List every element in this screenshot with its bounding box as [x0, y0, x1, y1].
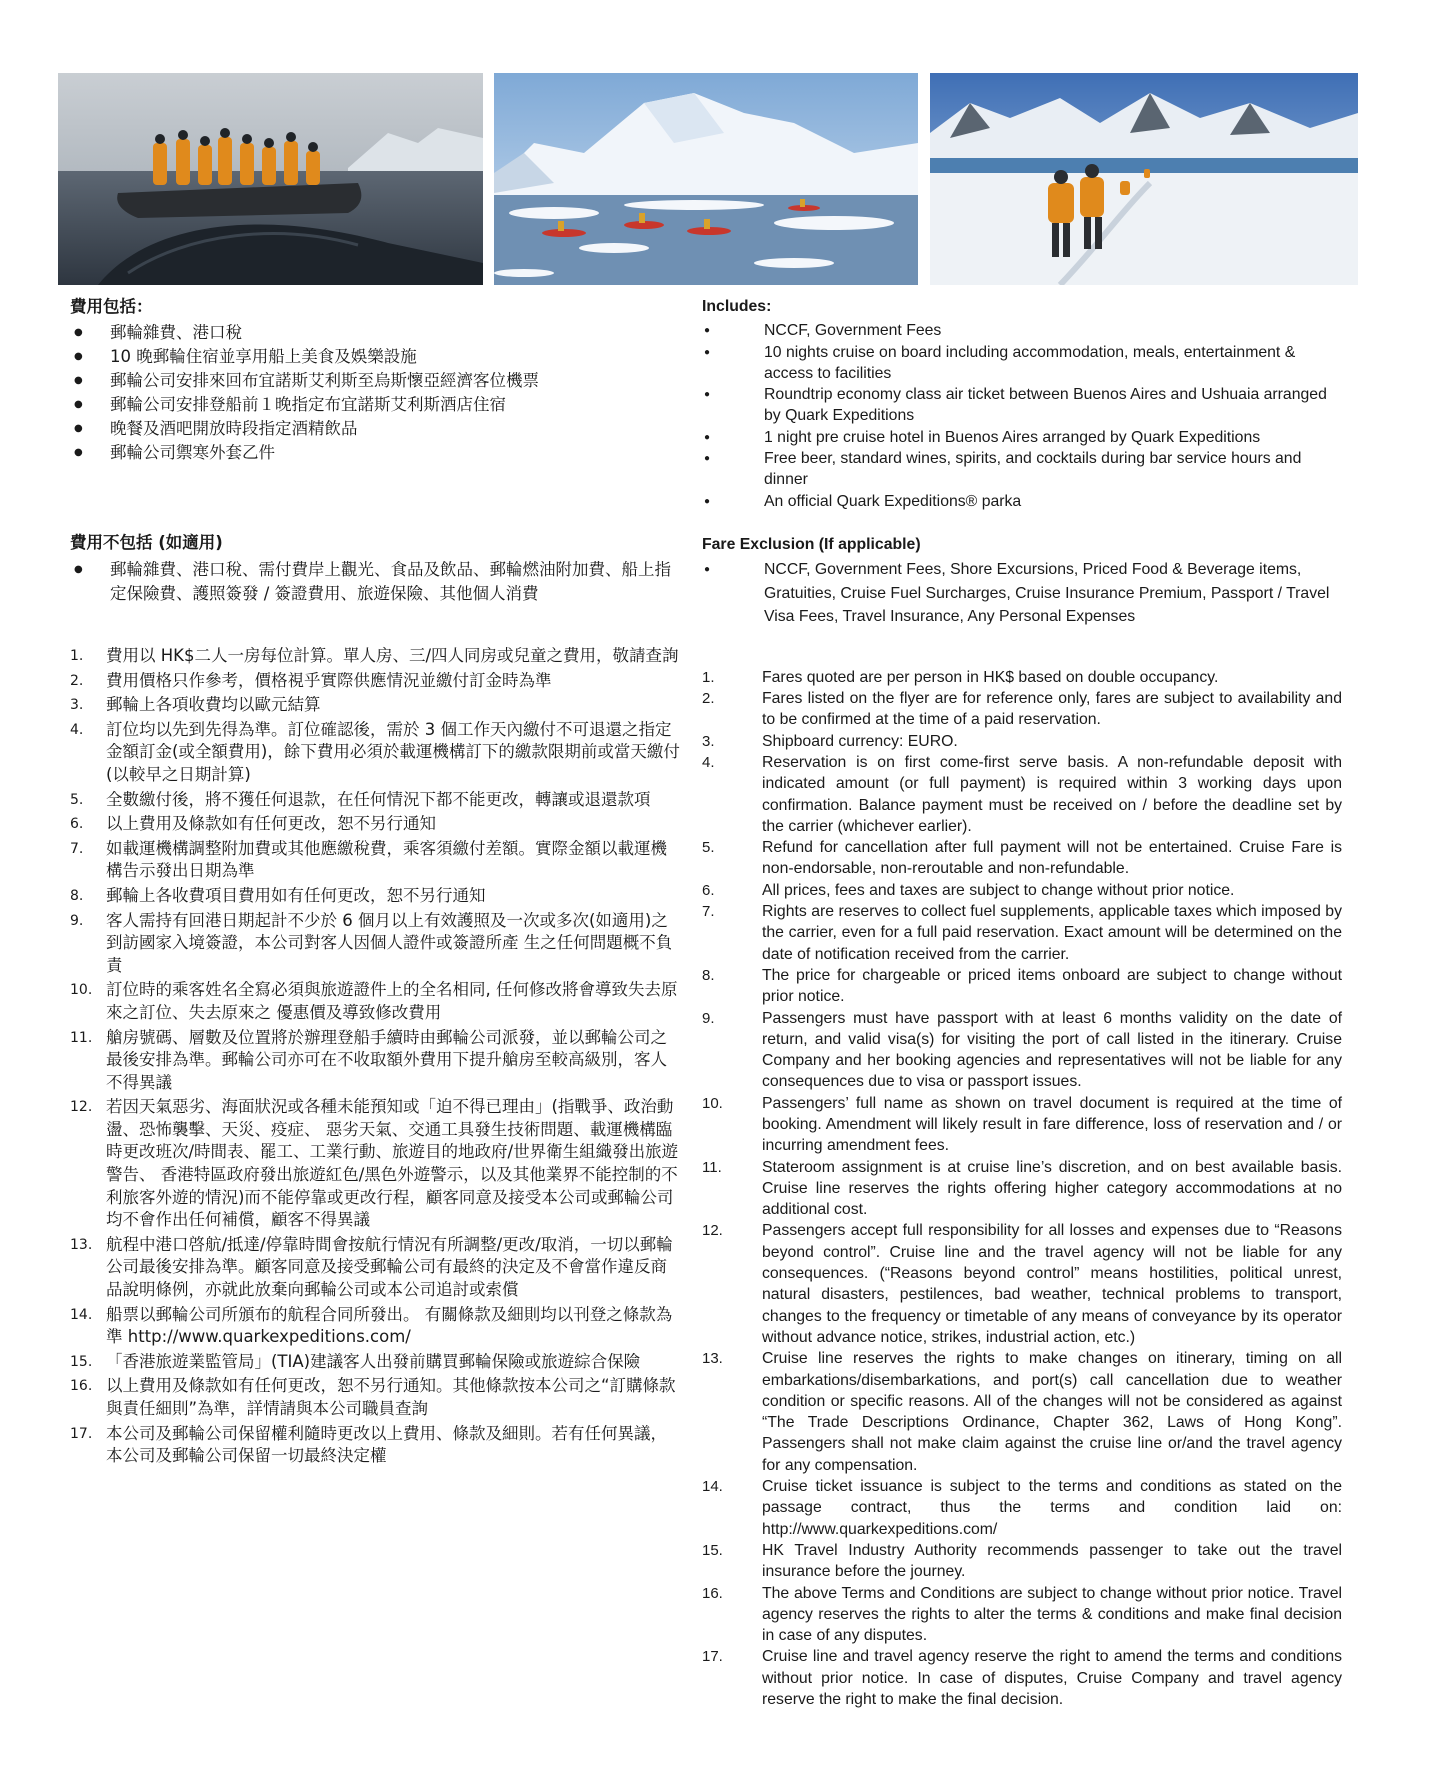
term-number: 3.: [70, 697, 84, 714]
term-item: [70, 1351, 682, 1374]
list-item: ● 10 nights cruise on board including accommodation, meals, entertainment & access to facilities: [702, 342, 1342, 385]
term-text: Cruise line reserves the rights to make changes on itinerary, timing on all embarkations/disembarkations, and port(s) call cancellation due to weather condition or specific reasons. All of the changes will not be considered as against “The Trade Descriptions Ordinance, Chapter 362, Laws of Hong Kong”. Passengers shall not make claim against the cruise line or/and the travel agency for any compensation.: [762, 1350, 1342, 1474]
term-text: 郵輪上各項收費均以歐元結算: [106, 695, 321, 715]
en-includes-title: Includes:: [702, 298, 772, 315]
term-number: 1.: [702, 668, 715, 686]
term-text: 費用以 HK$二人一房每位計算。單人房、三/四人同房或兒童之費用，敬請查詢: [106, 646, 679, 665]
term-item: [70, 910, 682, 978]
en-exclusion-title: Fare Exclusion (If applicable): [702, 535, 921, 553]
term-number: 12.: [702, 1222, 723, 1240]
en-includes-list: [702, 320, 1342, 512]
term-item: [702, 731, 1342, 752]
term-number: 16.: [70, 1378, 93, 1395]
term-number: 9.: [702, 1009, 715, 1027]
term-item: [702, 901, 1342, 965]
term-text: Refund for cancellation after full payment will not be entertained. Cruise Fare is non-endorsable, non-reroutable and non-refundable.: [762, 839, 1342, 878]
term-text: Fares listed on the flyer are for reference only, fares are subject to availability and to be confirmed at the time of a paid reservation.: [762, 690, 1342, 729]
term-item: [70, 670, 682, 693]
term-text: 客人需持有回港日期起計不少於 6 個月以上有效護照及一次或多次(如適用)之到訪國家入境簽證，本公司對客人因個人證件或簽證所產 生之任何問題概不負責: [106, 910, 673, 975]
photo-strip: [58, 73, 1358, 285]
term-item: [702, 1157, 1342, 1221]
term-number: 3.: [702, 732, 715, 750]
term-text: Reservation is on first come-first serve basis. A non-refundable deposit with indicated amount (or full payment) is required within 3 working days upon confirmation. Balance payment must be received on / before the deadline set by the carrier (whichever earlier).: [762, 753, 1342, 835]
term-number: 11.: [70, 1029, 93, 1046]
list-item: ● 1 night pre cruise hotel in Buenos Aires arranged by Quark Expeditions: [702, 427, 1342, 448]
term-item: [702, 1540, 1342, 1583]
term-text: The price for chargeable or priced items onboard are subject to change without prior notice.: [762, 966, 1342, 1006]
term-item: [70, 719, 682, 787]
kayaking-photo: [494, 73, 918, 285]
term-number: 11.: [702, 1158, 722, 1176]
term-item: [702, 1476, 1342, 1540]
term-text: Stateroom assignment is at cruise line’s discretion, and on best available basis. Cruise line reserves the rights offering higher category accommodations at no additional cost.: [762, 1158, 1342, 1219]
term-number: 16.: [702, 1584, 723, 1602]
term-text: 以上費用及條款如有任何更改，恕不另行通知: [106, 814, 436, 834]
term-text: 訂位時的乘客姓名全寫必須與旅遊證件上的全名相同, 任何修改將會導致失去原來之訂位、失去原來之 優惠價及導致修改費用: [106, 980, 678, 1022]
term-text: Passengers accept full responsibility for all losses and expenses due to “Reasons beyond control”. Cruise line and the travel agency will not be liable for any consequences. (“Reasons beyond control” means hostilities, political unrest, natural disasters, pestilences, bad weather, technical problems to transport, changes to the frequency or timetable of any means of conveyance by its operator without advance notice, strikes, industrial action, etc.): [762, 1222, 1342, 1346]
term-item: [702, 837, 1342, 880]
term-text: Cruise ticket issuance is subject to the terms and conditions as stated on the passage contract, thus the terms and condition laid on: http://www.quarkexpeditions.com/: [762, 1478, 1342, 1538]
term-number: 10.: [70, 982, 93, 999]
term-item: [702, 752, 1342, 837]
term-number: 15.: [702, 1541, 723, 1559]
term-number: 5.: [70, 791, 84, 808]
term-item: [70, 1234, 682, 1302]
zh-exclusions-list: [70, 558, 682, 605]
term-text: 如載運機構調整附加費或其他應繳稅費，乘客須繳付差額。實際金額以載運機構告示發出日期為準: [106, 838, 667, 881]
term-item: [702, 1348, 1342, 1476]
term-item: [702, 1093, 1342, 1157]
term-text: 本公司及郵輪公司保留權利隨時更改以上費用、條款及細則。若有任何異議，本公司及郵輪公司保留一切最終決定權: [106, 1423, 667, 1466]
term-text: Shipboard currency: EURO.: [762, 732, 958, 750]
term-item: [70, 813, 682, 836]
term-item: [70, 789, 682, 812]
list-item: ● 晚餐及酒吧開放時段指定酒精飲品: [70, 418, 682, 440]
term-number: 9.: [70, 912, 84, 929]
en-terms-list: [702, 667, 1342, 1711]
term-item: [70, 1375, 682, 1420]
term-number: 2.: [70, 672, 84, 689]
term-text: 艙房號碼、層數及位置將於辦理登船手續時由郵輪公司派發，並以郵輪公司之最後安排為準。郵輪公司亦可在不收取額外費用下提升艙房至較高級別，客人不得異議: [106, 1027, 667, 1092]
list-item: ● Free beer, standard wines, spirits, and cocktails during bar service hours and dinner: [702, 448, 1342, 491]
zh-terms-list: [70, 645, 682, 1468]
term-text: All prices, fees and taxes are subject to change without prior notice.: [762, 881, 1235, 899]
term-number: 13.: [70, 1236, 93, 1253]
list-item: ● An official Quark Expeditions® parka: [702, 491, 1342, 512]
list-item: ● 郵輪公司安排登船前１晚指定布宜諾斯艾利斯酒店住宿: [70, 394, 682, 416]
term-item: [70, 885, 682, 908]
term-number: 7.: [702, 903, 715, 921]
term-text: 費用價格只作參考，價格視乎實際供應情況並繳付訂金時為準: [106, 670, 552, 690]
en-exclusions-list: [702, 558, 1342, 629]
term-text: Fares quoted are per person in HK$ based on double occupancy.: [762, 668, 1219, 686]
term-text: 郵輪上各收費項目費用如有任何更改，恕不另行通知: [106, 885, 486, 905]
term-number: 12.: [70, 1099, 93, 1116]
term-item: [70, 979, 682, 1024]
term-text: Cruise line and travel agency reserve the right to amend the terms and conditions without prior notice. In case of disputes, Cruise Company and travel agency reserve the right to make the final decision.: [762, 1648, 1342, 1709]
term-item: [702, 880, 1342, 901]
list-item: ● 郵輪公司禦寒外套乙件: [70, 442, 682, 464]
term-number: 14.: [70, 1306, 93, 1323]
term-text: 航程中港口啓航/抵達/停靠時間會按航行情況有所調整/更改/取消，一切以郵輪公司最後安排為準。顧客同意及接受郵輪公司有最終的決定及不會當作違反商品說明條例，亦就此放棄向郵輪公司或本公司追討或索償: [106, 1234, 673, 1300]
term-text: 「香港旅遊業監管局」(TIA)建議客人出發前購買郵輪保險或旅遊綜合保險: [106, 1351, 641, 1371]
term-number: 4.: [702, 753, 715, 771]
term-item: [70, 1304, 682, 1349]
term-number: 6.: [70, 816, 84, 833]
term-item: [702, 1220, 1342, 1348]
list-item: ● 10 晚郵輪住宿並享用船上美食及娛樂設施: [70, 346, 682, 368]
term-item: [70, 694, 682, 717]
term-text: Passengers’ full name as shown on travel document is required at the time of booking. Amendment will likely result in fare difference, loss of reservation and / or incurring amendment fees.: [762, 1094, 1342, 1155]
list-item: ● 郵輪公司安排來回布宜諾斯艾利斯至烏斯懷亞經濟客位機票: [70, 370, 682, 392]
whale-zodiac-photo: [58, 73, 483, 285]
term-item: [70, 645, 682, 668]
term-item: [70, 1096, 682, 1232]
term-text: 訂位均以先到先得為準。訂位確認後，需於 3 個工作天內繳付不可退還之指定金額訂金(或全額費用)，餘下費用必須於載運機構訂下的繳款限期前或當天繳付(以較早之日期計算): [106, 719, 680, 784]
term-item: [70, 1423, 682, 1468]
list-item: ● NCCF, Government Fees, Shore Excursions, Priced Food & Beverage items, Gratuities, Cruise Fuel Surcharges, Cruise Insurance Premium, Passport / Travel Visa Fees, Travel Insurance, Any Personal Expenses: [702, 558, 1342, 629]
term-number: 6.: [702, 881, 715, 899]
term-item: [702, 688, 1342, 731]
term-item: [702, 1008, 1342, 1093]
term-number: 14.: [702, 1478, 723, 1496]
term-number: 10.: [702, 1094, 723, 1112]
list-item: ● 郵輪雜費、港口稅: [70, 322, 682, 344]
term-text: HK Travel Industry Authority recommends passenger to take out the travel insurance before the journey.: [762, 1541, 1342, 1581]
snow-hiking-photo: [930, 73, 1358, 285]
term-number: 8.: [70, 887, 84, 904]
term-item: [70, 838, 682, 883]
term-number: 7.: [70, 840, 84, 857]
term-number: 4.: [70, 721, 84, 738]
zh-exclusion-title: 費用不包括 (如適用): [70, 533, 223, 552]
zh-includes-title: 費用包括：: [70, 297, 153, 316]
term-text: 全數繳付後，將不獲任何退款，在任何情況下都不能更改，轉讓或退還款項: [106, 789, 651, 809]
term-number: 2.: [702, 690, 715, 708]
term-text: 以上費用及條款如有任何更改，恕不另行通知。其他條款按本公司之“訂購條款與責任細則”為準，詳情請與本公司職員查詢: [106, 1376, 676, 1418]
list-item: ● 郵輪雜費、港口稅、需付費岸上觀光、食品及飲品、郵輪燃油附加費、船上指定保險費、護照簽發 / 簽證費用、旅遊保險、其他個人消費: [70, 558, 682, 605]
term-text: 船票以郵輪公司所頒布的航程合同所發出。 有關條款及細則均以刊登之條款為準 http://www.quarkexpeditions.com/: [106, 1304, 673, 1347]
term-item: [702, 667, 1342, 688]
list-item: ● NCCF, Government Fees: [702, 320, 1342, 341]
term-item: [702, 1583, 1342, 1647]
list-item: ● Roundtrip economy class air ticket between Buenos Aires and Ushuaia arranged by Quark Expeditions: [702, 384, 1342, 427]
english-column: [702, 296, 1342, 1710]
zh-includes-list: [70, 322, 682, 464]
term-number: 13.: [702, 1350, 723, 1368]
term-number: 1.: [70, 648, 84, 664]
term-number: 17.: [702, 1648, 723, 1666]
term-text: The above Terms and Conditions are subject to change without prior notice. Travel agency reserves the rights to alter the terms & conditions and make final decision in case of any disputes.: [762, 1584, 1342, 1645]
term-item: [70, 1027, 682, 1095]
term-number: 8.: [702, 966, 715, 984]
term-number: 15.: [70, 1353, 93, 1370]
term-text: Passengers must have passport with at least 6 months validity on the date of return, and valid visa(s) for visiting the port of call listed in the itinerary. Cruise Company and her booking agencies and representatives will not be liable for any consequences due to visa or passport issues.: [762, 1009, 1342, 1091]
term-text: Rights are reserves to collect fuel supplements, applicable taxes which imposed by the carrier, even for a full paid reservation. Exact amount will be determined on the date of notification received from the carrier.: [762, 903, 1342, 963]
term-item: [702, 965, 1342, 1008]
term-number: 5.: [702, 839, 715, 857]
chinese-column: [70, 296, 682, 1470]
term-item: [702, 1646, 1342, 1710]
term-text: 若因天氣惡劣、海面狀況或各種未能預知或「迫不得已理由」(指戰爭、政治動盪、恐怖襲擊、天災、疫症、 惡劣天氣、交通工具發生技術問題、載運機構臨時更改班次/時間表、罷工、工業行動、旅遊目的地政府/世界衛生組織發出旅遊警告、 香港特區政府發出旅遊紅色/黑色外遊警示，以及其他業界不能控制的不利旅客外遊的情況)而不能停靠或更改行程，顧客同意及接受本公司或郵輪公司均不會作出任何補償，顧客不得異議: [106, 1097, 679, 1230]
term-number: 17.: [70, 1425, 93, 1442]
